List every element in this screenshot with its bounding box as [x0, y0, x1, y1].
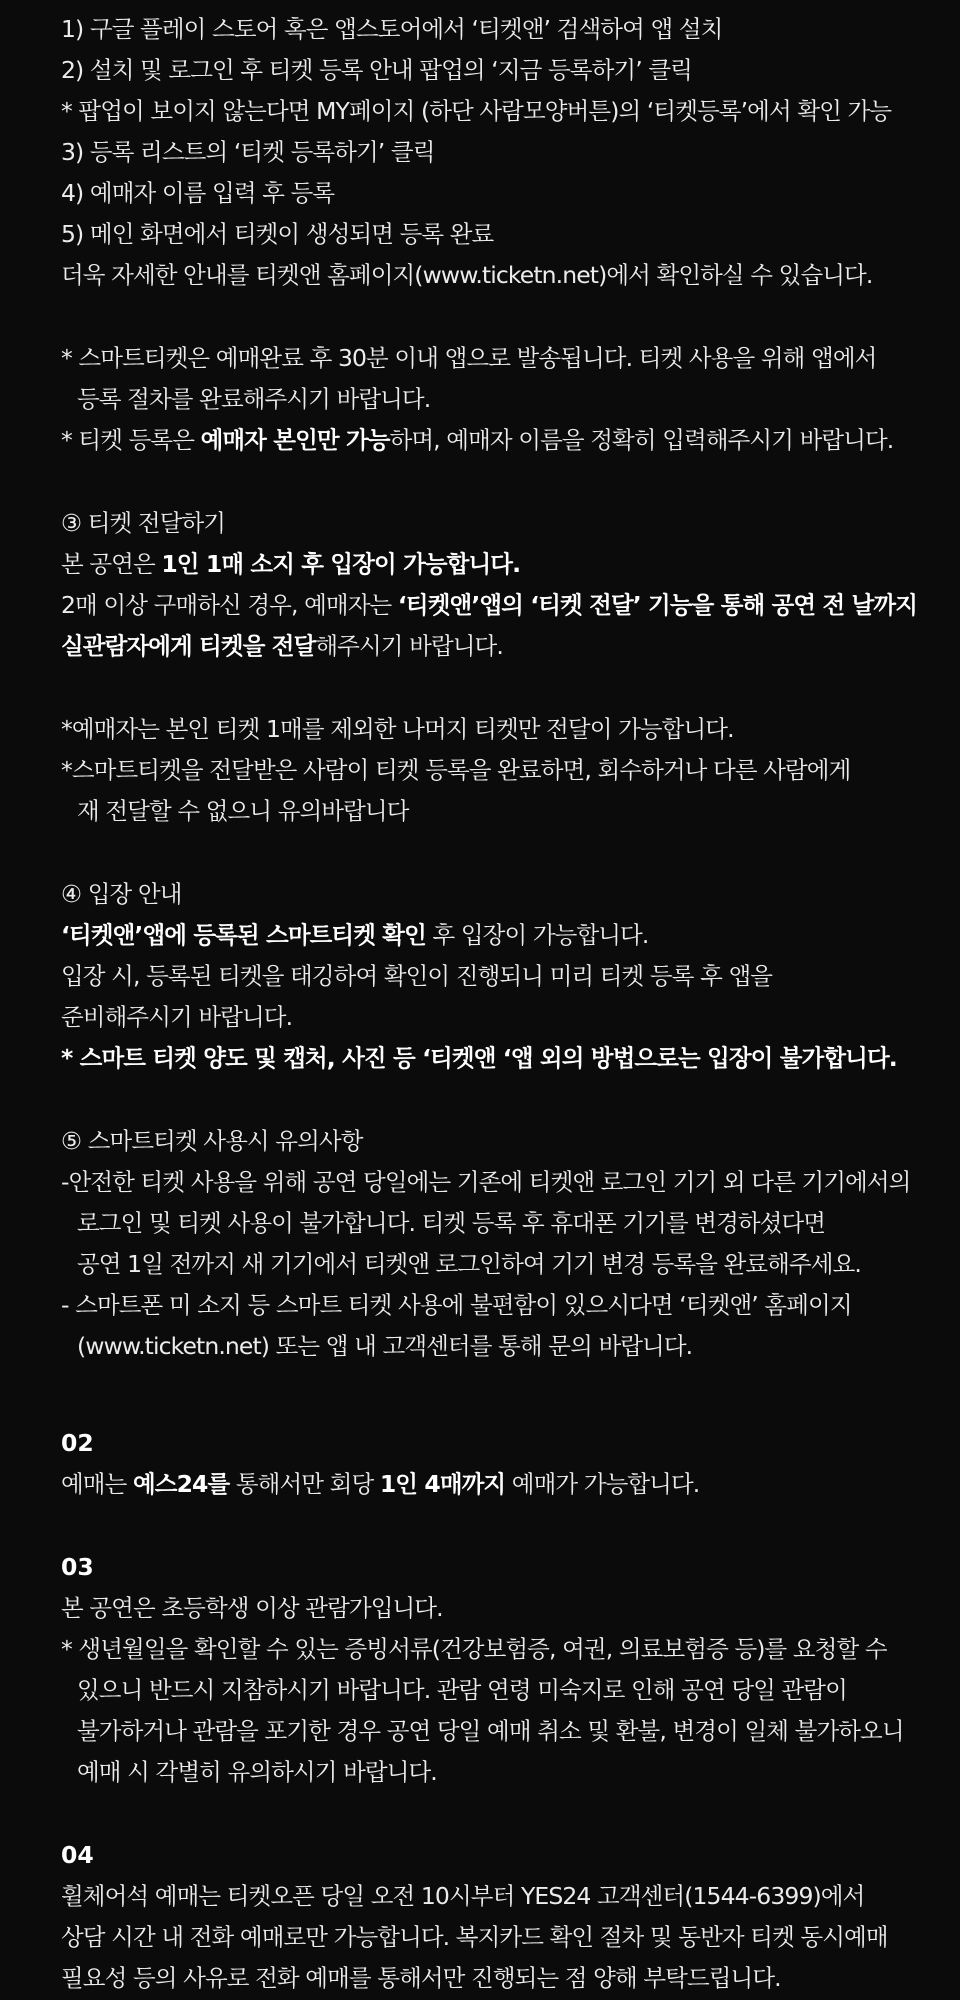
body-text — [61, 1917, 888, 1957]
emphasis-text: 실관람자에게 티켓을 전달 — [61, 632, 316, 660]
body-text — [61, 1958, 781, 1998]
text-segment: 5) 메인 화면에서 티켓이 생성되면 등록 완료 — [61, 220, 494, 248]
text-segment: 본 공연은 초등학생 이상 관람가입니다. — [61, 1594, 443, 1622]
emphasis-text: ‘티켓앤’앱에 등록된 스마트티켓 확인 — [61, 921, 426, 949]
note-text — [61, 91, 891, 131]
list-item — [61, 132, 435, 172]
text-segment: 03 — [61, 1553, 94, 1581]
text-segment: 등록 절차를 완료해주시기 바랍니다. — [77, 385, 431, 413]
emphasis-text: 예스24를 — [132, 1470, 230, 1498]
body-text — [77, 1244, 861, 1284]
emphasis-text: 1인 1매 소지 후 입장이 가능합니다. — [161, 550, 521, 578]
text-segment: 휠체어석 예매는 티켓오픈 당일 오전 10시부터 YES24 고객센터(1544-6399)에서 — [61, 1882, 865, 1910]
text-segment: 3) 등록 리스트의 ‘티켓 등록하기’ 클릭 — [61, 138, 435, 166]
text-segment: * 팝업이 보이지 않는다면 MY페이지 (하단 사람모양버튼)의 ‘티켓등록’에서 확인 가능 — [61, 97, 892, 125]
note-text — [77, 1711, 904, 1751]
text-segment: 상담 시간 내 전화 예매로만 가능합니다. 복지카드 확인 절차 및 동반자 티켓 동시예매 — [61, 1923, 888, 1951]
body-text — [61, 997, 292, 1037]
text-segment: * 생년월일을 확인할 수 있는 증빙서류(건강보험증, 여권, 의료보험증 등)를 요청할 수 — [61, 1635, 887, 1663]
body-text — [61, 956, 772, 996]
text-segment: 재 전달할 수 없으니 유의바랍니다 — [77, 797, 409, 825]
text-segment: 입장 시, 등록된 티켓을 태깅하여 확인이 진행되니 미리 티켓 등록 후 앱을 — [61, 962, 773, 990]
text-segment: ④ 입장 안내 — [61, 880, 182, 908]
list-item — [61, 214, 493, 254]
body-text — [61, 1464, 699, 1504]
section-title — [61, 874, 182, 914]
note-text — [61, 750, 850, 790]
note-text — [61, 709, 734, 749]
body-text — [77, 1326, 692, 1366]
list-item — [61, 173, 334, 213]
emphasis-text: 예매자 본인만 가능 — [200, 426, 390, 454]
text-segment: 필요성 등의 사유로 전화 예매를 통해서만 진행되는 점 양해 부탁드립니다. — [61, 1964, 781, 1992]
text-segment: 2) 설치 및 로그인 후 티켓 등록 안내 팝업의 ‘지금 등록하기’ 클릭 — [61, 56, 692, 84]
warning-text — [61, 1038, 897, 1078]
text-segment: * 티켓 등록은 — [61, 426, 201, 454]
text-segment: *스마트티켓을 전달받은 사람이 티켓 등록을 완료하면, 회수하거나 다른 사람에게 — [61, 756, 851, 784]
section-title — [61, 1121, 363, 1161]
note-text — [61, 420, 893, 460]
emphasis-text: * 스마트 티켓 양도 및 캡처, 사진 등 ‘티켓앤 ‘앱 외의 방법으로는 입장이 불가합니다. — [61, 1044, 897, 1072]
body-text — [61, 1876, 864, 1916]
text-segment: 더욱 자세한 안내를 티켓앤 홈페이지(www.ticketn.net)에서 확인하실 수 있습니다. — [61, 261, 873, 289]
body-text — [61, 544, 520, 584]
text-segment: - 스마트폰 미 소지 등 스마트 티켓 사용에 불편함이 있으시다면 ‘티켓앤’ 홈페이지 — [61, 1291, 852, 1319]
text-segment: 04 — [61, 1841, 94, 1869]
body-text — [61, 255, 872, 295]
list-item — [61, 9, 722, 49]
text-segment: 1) 구글 플레이 스토어 혹은 앱스토어에서 ‘티켓앤’ 검색하여 앱 설치 — [61, 15, 723, 43]
emphasis-text: 1인 4매까지 — [379, 1470, 506, 1498]
text-segment: 02 — [61, 1429, 94, 1457]
body-text — [61, 1285, 852, 1325]
text-segment: 예매 시 각별히 유의하시기 바랍니다. — [77, 1758, 437, 1786]
text-segment: -안전한 티켓 사용을 위해 공연 당일에는 기존에 티켓앤 로그인 기기 외 다른 기기에서의 — [61, 1168, 911, 1196]
text-segment: (www.ticketn.net) 또는 앱 내 고객센터를 통해 문의 바랍니다. — [77, 1332, 693, 1360]
note-text — [77, 791, 409, 831]
text-segment: 불가하거나 관람을 포기한 경우 공연 당일 예매 취소 및 환불, 변경이 일체 불가하오니 — [77, 1717, 904, 1745]
text-segment: 있으니 반드시 지참하시기 바랍니다. 관람 연령 미숙지로 인해 공연 당일 관람이 — [77, 1676, 847, 1704]
text-segment: 2매 이상 구매하신 경우, 예매자는 — [61, 591, 398, 619]
section-title — [61, 503, 225, 543]
text-segment: ⑤ 스마트티켓 사용시 유의사항 — [61, 1127, 363, 1155]
text-segment: 해주시기 바랍니다. — [315, 632, 503, 660]
section-heading-03 — [61, 1547, 94, 1587]
section-heading-04 — [61, 1835, 94, 1875]
text-segment: 로그인 및 티켓 사용이 불가합니다. 티켓 등록 후 휴대폰 기기를 변경하셨다면 — [77, 1209, 826, 1237]
note-text — [77, 379, 430, 419]
text-segment: *예매자는 본인 티켓 1매를 제외한 나머지 티켓만 전달이 가능합니다. — [61, 715, 734, 743]
text-segment: 준비해주시기 바랍니다. — [61, 1003, 293, 1031]
note-text — [77, 1752, 437, 1792]
body-text — [61, 626, 503, 666]
text-segment: 예매가 가능합니다. — [505, 1470, 700, 1498]
section-heading-02 — [61, 1423, 94, 1463]
body-text — [61, 1588, 443, 1628]
text-segment: ③ 티켓 전달하기 — [61, 509, 226, 537]
text-segment: 하며, 예매자 이름을 정확히 입력해주시기 바랍니다. — [389, 426, 894, 454]
body-text — [61, 915, 648, 955]
text-segment: 후 입장이 가능합니다. — [425, 921, 649, 949]
note-text — [61, 338, 876, 378]
body-text — [61, 1162, 910, 1202]
text-segment: 예매는 — [61, 1470, 133, 1498]
note-text — [61, 1629, 887, 1669]
body-text — [77, 1203, 825, 1243]
note-text — [77, 1670, 847, 1710]
text-segment: * 스마트티켓은 예매완료 후 30분 이내 앱으로 발송됩니다. 티켓 사용을 위해 앱에서 — [61, 344, 877, 372]
text-segment: 4) 예매자 이름 입력 후 등록 — [61, 179, 335, 207]
text-segment: 통해서만 회당 — [229, 1470, 380, 1498]
text-segment: 공연 1일 전까지 새 기기에서 티켓앤 로그인하여 기기 변경 등록을 완료해주세요. — [77, 1250, 861, 1278]
emphasis-text: ‘티켓앤’앱의 ‘티켓 전달’ 기능을 통해 공연 전 날까지 — [397, 591, 917, 619]
list-item — [61, 50, 692, 90]
text-segment: 본 공연은 — [61, 550, 162, 578]
body-text — [61, 585, 917, 625]
